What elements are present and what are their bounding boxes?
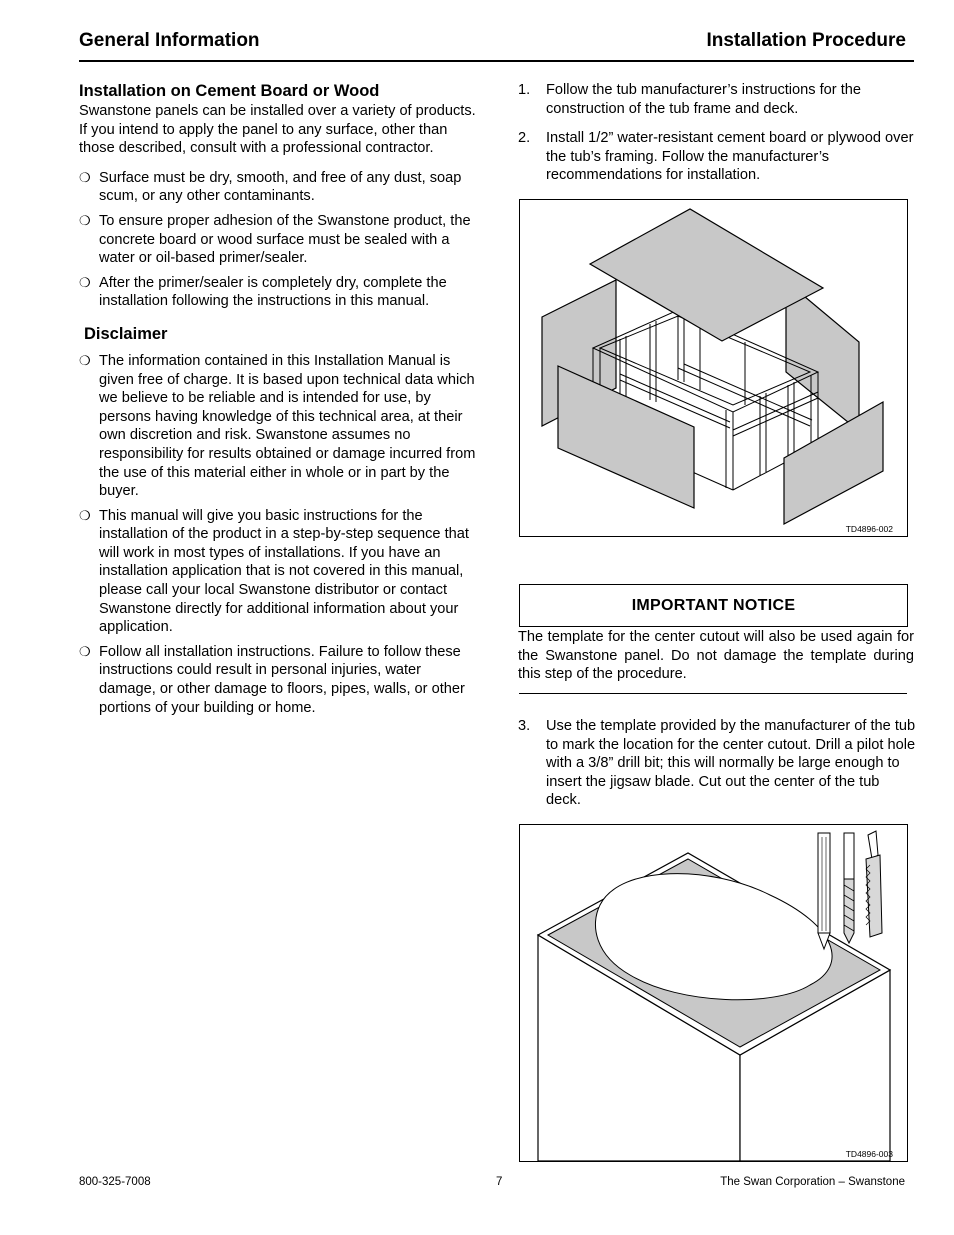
list-item: ❍ The information contained in this Installation Manual is given free of charge. It is based upon technical data which we believe to be reliable and is intended for use, by persons having knowledge of this technical area, at their own discretion and risk. Swanstone assumes no responsibility for results obtained or damage incurred from the use of this material either in whole or in part by the buyer. (79, 352, 476, 500)
left-column (79, 80, 479, 723)
page-number: 7 (496, 1176, 503, 1188)
intro-paragraph: Swanstone panels can be installed over a variety of products. If you intend to apply the panel to any surface, other than those described, consult with a professional contractor. (79, 103, 476, 157)
surface-bullet-list (79, 169, 479, 311)
bullet-circle-icon: ❍ (79, 643, 91, 659)
footer-phone: 800-325-7008 (79, 1176, 151, 1188)
list-item: ❍ Follow all installation instructions. Failure to follow these instructions could result in personal injuries, water damage, or other damage to floors, pipes, walls, or other portions of your building or home. (79, 643, 465, 716)
tub-frame-illustration (520, 200, 907, 536)
tub-deck-figure (519, 824, 908, 1162)
list-item: ❍ This manual will give you basic instructions for the installation of the product in a step-by-step sequence that will work in most types of installations. If you have an installation application that is not covered in this manual, please call your local Swanstone distributor or contact Swanstone directly for additional information about your application. (79, 507, 469, 636)
header-section-title: General Information (79, 30, 260, 51)
header-page-title: Installation Procedure (706, 30, 906, 51)
list-item: ❍ Surface must be dry, smooth, and free of any dust, soap scum, or any other contaminants. (79, 169, 462, 205)
step-item (518, 129, 918, 185)
notice-text: The template for the center cutout will also be used again for the Swanstone panel. Do not damage the template during this step of the procedure. (518, 629, 914, 683)
right-column-steps (518, 81, 918, 196)
step-number: 3. (518, 718, 531, 734)
figure-code: TD4896-003 (845, 1149, 893, 1159)
bullet-circle-icon: ❍ (79, 352, 91, 368)
list-item: ❍ To ensure proper adhesion of the Swanstone product, the concrete board or wood surface must be sealed with a water or oil-based primer/sealer. (79, 212, 471, 267)
list-item: ❍ After the primer/sealer is completely dry, complete the installation following the instructions in this manual. (79, 274, 447, 310)
drill-bit-icon (844, 833, 854, 943)
step-item (518, 81, 918, 118)
jigsaw-blade-icon (866, 831, 882, 937)
step-item (518, 717, 918, 821)
tub-frame-figure (519, 199, 908, 537)
header-divider (79, 60, 914, 62)
step-number: 2. (518, 130, 531, 147)
disclaimer-bullet-list (79, 352, 479, 717)
step-number: 1. (518, 82, 531, 98)
bullet-circle-icon: ❍ (79, 212, 91, 228)
tub-deck-illustration (520, 825, 907, 1161)
section-title: Installation on Cement Board or Wood (79, 82, 380, 100)
bullet-circle-icon: ❍ (79, 274, 91, 290)
figure-code: TD4896-002 (845, 524, 893, 534)
footer-company: The Swan Corporation – Swanstone (720, 1176, 905, 1188)
disclaimer-title: Disclaimer (84, 324, 168, 343)
bullet-circle-icon: ❍ (79, 507, 91, 523)
important-notice-box: IMPORTANT NOTICE (519, 584, 908, 627)
pencil-icon (818, 833, 830, 949)
notice-divider (519, 693, 907, 694)
step-text: Use the template provided by the manufacturer of the tub to mark the location for the center cutout. Drill a pilot hole with a 3/8” drill bit; this will normally be large enough to insert the jigsaw blade. Cut out the center of the tub deck. (546, 718, 916, 809)
step-text: Follow the tub manufacturer’s instructions for the construction of the tub frame and deck. (546, 82, 861, 117)
bullet-circle-icon: ❍ (79, 169, 91, 185)
step-text: Install 1/2” water-resistant cement board or plywood over the tub’s framing. Follow the manufacturer’s recommendations for installation. (546, 130, 914, 184)
